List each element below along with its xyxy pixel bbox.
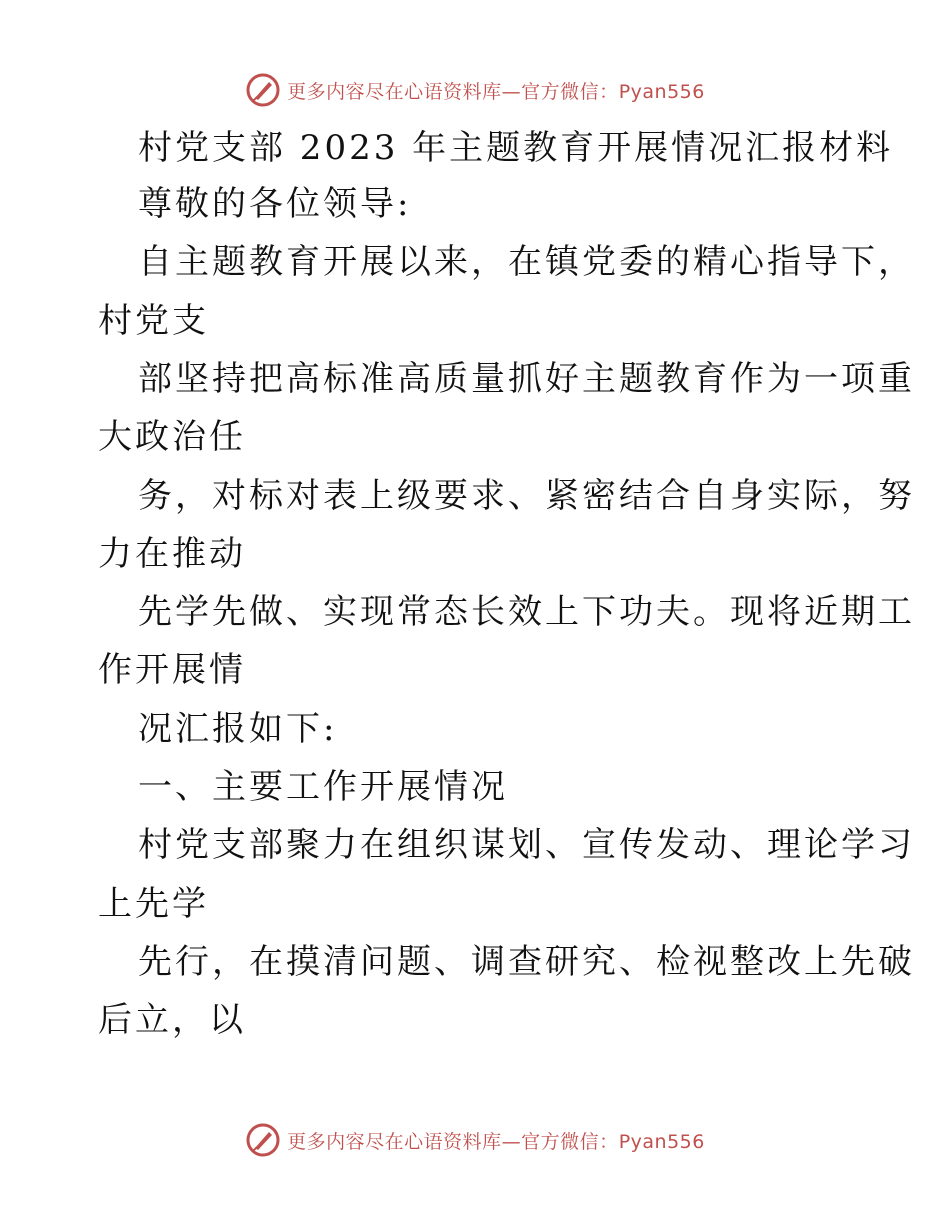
text-line: 况汇报如下:	[138, 709, 338, 749]
text-line: 力在推动	[98, 534, 246, 574]
footer-watermark	[0, 1120, 950, 1160]
watermark-text: 更多内容尽在心语资料库—官方微信：Pyan556	[287, 1130, 705, 1153]
watermark-text: 更多内容尽在心语资料库—官方微信：Pyan556	[287, 80, 705, 103]
text-line: 先学先做、实现常态长效上下功夫。现将近期工	[138, 592, 915, 632]
document-title: 村党支部 2023 年主题教育开展情况汇报材料	[138, 128, 894, 168]
quill-pen-logo-icon	[245, 72, 281, 108]
section-heading: 一、主要工作开展情况	[138, 767, 508, 807]
text-line: 自主题教育开展以来，在镇党委的精心指导下，	[138, 242, 915, 282]
text-line: 尊敬的各位领导:	[138, 184, 412, 224]
text-line: 大政治任	[98, 417, 246, 457]
text-line: 村党支	[98, 301, 209, 341]
text-line: 先行，在摸清问题、调查研究、检视整改上先破	[138, 942, 915, 982]
text-line: 务，对标对表上级要求、紧密结合自身实际，努	[138, 476, 915, 516]
text-line: 部坚持把高标准高质量抓好主题教育作为一项重	[138, 359, 915, 399]
text-line: 村党支部聚力在组织谋划、宣传发动、理论学习	[138, 825, 915, 865]
text-line: 后立，以	[98, 1000, 246, 1040]
quill-pen-logo-icon	[245, 1122, 281, 1158]
text-line: 作开展情	[98, 650, 246, 690]
header-watermark	[0, 70, 950, 110]
text-line: 上先学	[98, 884, 209, 924]
